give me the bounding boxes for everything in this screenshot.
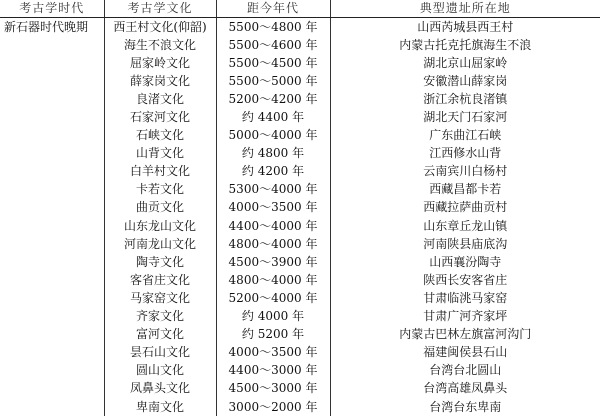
site-cell: 安徽潜山薛家岗 xyxy=(330,72,600,90)
site-cell: 内蒙古巴林左旗富河沟门 xyxy=(330,326,600,344)
culture-cell: 齐家文化 xyxy=(104,308,216,326)
site-cell: 西藏昌都卡若 xyxy=(330,181,600,199)
culture-cell: 薛家岗文化 xyxy=(104,72,216,90)
culture-cell: 富河文化 xyxy=(104,326,216,344)
date-cell: 约 4400 年 xyxy=(216,108,330,126)
culture-cell: 卑南文化 xyxy=(104,398,216,416)
culture-cell: 凤鼻头文化 xyxy=(104,380,216,398)
culture-cell: 河南龙山文化 xyxy=(104,235,216,253)
header-site: 典型遗址所在地 xyxy=(330,0,600,18)
site-cell: 山西芮城县西王村 xyxy=(330,18,600,37)
date-cell: 约 4800 年 xyxy=(216,145,330,163)
date-cell: 5500～4800 年 xyxy=(216,18,330,37)
culture-cell: 白羊村文化 xyxy=(104,163,216,181)
period-cell: 新石器时代晚期 xyxy=(0,18,104,416)
date-cell: 4500～3000 年 xyxy=(216,380,330,398)
site-cell: 台湾台北圆山 xyxy=(330,362,600,380)
date-cell: 5500～4600 年 xyxy=(216,36,330,54)
site-cell: 台湾高雄凤鼻头 xyxy=(330,380,600,398)
date-cell: 约 4000 年 xyxy=(216,308,330,326)
date-cell: 5500～5000 年 xyxy=(216,72,330,90)
date-cell: 约 4200 年 xyxy=(216,163,330,181)
table-body xyxy=(0,18,600,416)
culture-cell: 石峡文化 xyxy=(104,127,216,145)
culture-cell: 圆山文化 xyxy=(104,362,216,380)
culture-cell: 山东龙山文化 xyxy=(104,217,216,235)
culture-cell: 陶寺文化 xyxy=(104,253,216,271)
culture-cell: 西王村文化(仰韶) xyxy=(104,18,216,37)
date-cell: 4500～3900 年 xyxy=(216,253,330,271)
header-date: 距今年代 xyxy=(216,0,330,18)
site-cell: 台湾台东卑南 xyxy=(330,398,600,416)
culture-cell: 海生不浪文化 xyxy=(104,36,216,54)
culture-cell: 石家河文化 xyxy=(104,108,216,126)
date-cell: 4400～3000 年 xyxy=(216,362,330,380)
site-cell: 陕西长安客省庄 xyxy=(330,271,600,289)
date-cell: 5300～4000 年 xyxy=(216,181,330,199)
date-cell: 4800～4000 年 xyxy=(216,271,330,289)
site-cell: 浙江余杭良渚镇 xyxy=(330,90,600,108)
table-header-row xyxy=(0,0,600,18)
culture-cell: 客省庄文化 xyxy=(104,271,216,289)
date-cell: 3000～2000 年 xyxy=(216,398,330,416)
culture-cell: 山背文化 xyxy=(104,145,216,163)
culture-cell: 良渚文化 xyxy=(104,90,216,108)
site-cell: 湖北天门石家河 xyxy=(330,108,600,126)
site-cell: 甘肃广河齐家坪 xyxy=(330,308,600,326)
date-cell: 5500～4500 年 xyxy=(216,54,330,72)
date-cell: 4400～4000 年 xyxy=(216,217,330,235)
site-cell: 西藏拉萨曲贡村 xyxy=(330,199,600,217)
culture-cell: 卡若文化 xyxy=(104,181,216,199)
site-cell: 甘肃临洮马家窑 xyxy=(330,289,600,307)
culture-cell: 昙石山文化 xyxy=(104,344,216,362)
date-cell: 5000～4000 年 xyxy=(216,127,330,145)
culture-cell: 马家窑文化 xyxy=(104,289,216,307)
table-row xyxy=(0,18,600,37)
site-cell: 江西修水山背 xyxy=(330,145,600,163)
culture-cell: 曲贡文化 xyxy=(104,199,216,217)
date-cell: 约 5200 年 xyxy=(216,326,330,344)
site-cell: 广东曲江石峡 xyxy=(330,127,600,145)
site-cell: 内蒙古托克托旗海生不浪 xyxy=(330,36,600,54)
site-cell: 湖北京山屈家岭 xyxy=(330,54,600,72)
site-cell: 福建闽侯县石山 xyxy=(330,344,600,362)
header-period: 考古学时代 xyxy=(0,0,104,18)
culture-cell: 屈家岭文化 xyxy=(104,54,216,72)
site-cell: 山东章丘龙山镇 xyxy=(330,217,600,235)
header-culture: 考古学文化 xyxy=(104,0,216,18)
date-cell: 5200～4200 年 xyxy=(216,90,330,108)
date-cell: 5200～4000 年 xyxy=(216,289,330,307)
date-cell: 4800～4000 年 xyxy=(216,235,330,253)
site-cell: 河南陕县庙底沟 xyxy=(330,235,600,253)
site-cell: 山西襄汾陶寺 xyxy=(330,253,600,271)
date-cell: 4000～3500 年 xyxy=(216,199,330,217)
date-cell: 4000～3500 年 xyxy=(216,344,330,362)
site-cell: 云南宾川白杨村 xyxy=(330,163,600,181)
